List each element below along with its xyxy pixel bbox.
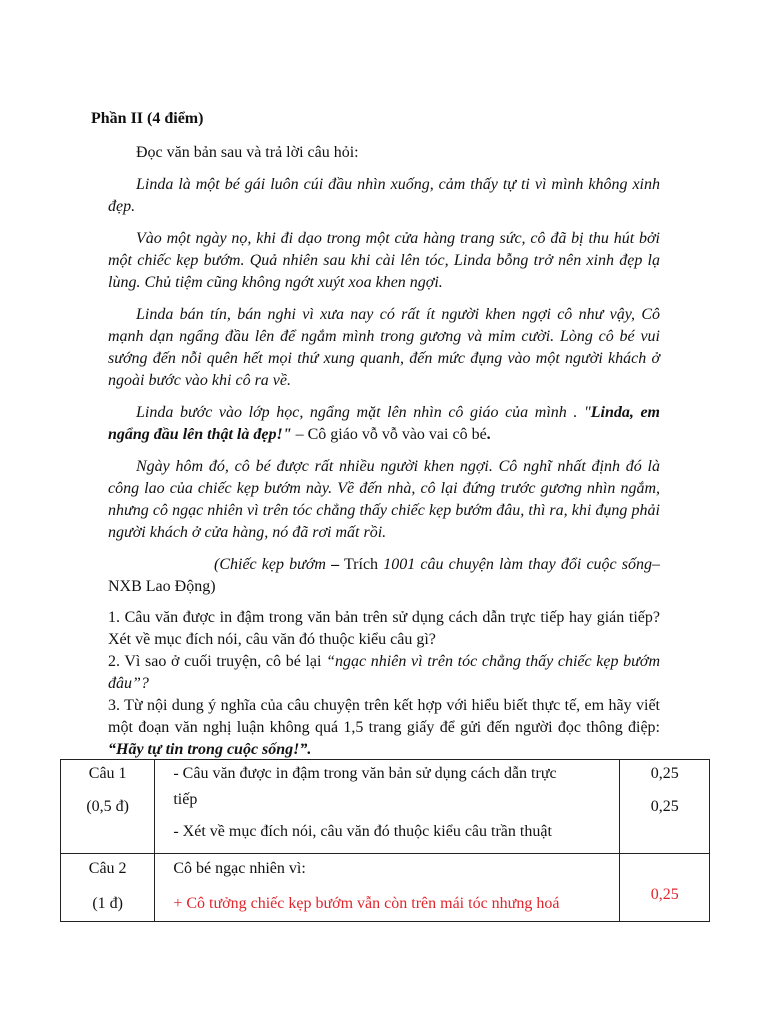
answer-line: Cô bé ngạc nhiên vì: — [173, 860, 306, 877]
answer-score: 0,25 — [650, 798, 679, 815]
source-open: (Chiếc kẹp bướm — [214, 556, 332, 573]
question-3-quote: “Hãy tự tin trong cuộc sống!”. — [108, 741, 312, 758]
answer-label: Câu 1 — [88, 765, 127, 782]
answer-score-cell — [620, 854, 710, 922]
passage-paragraph-4 — [108, 402, 660, 446]
source-citation — [108, 554, 660, 598]
passage-paragraph-3: Linda bán tín, bán nghi vì xưa nay có rất ít người khen ngợi cô như vậy, Cô mạnh dạn ngẩng đầu lên để ngắm mình trong gương và mỉm cười. Lòng cô bé vui sướng đến nỗi quên hết mọi thứ xung quanh, đến mức đụng vào một người khách ở ngoài bước vào khi cô ra về. — [108, 306, 660, 389]
answer-score: 0,25 — [650, 765, 679, 782]
answer-line: + Cô tưởng chiếc kẹp bướm vẫn còn trên mái tóc nhưng hoá — [173, 895, 560, 912]
answer-table — [60, 759, 710, 922]
answer-line: - Câu văn được in đậm trong văn bản sử dụng cách dẫn trực — [173, 765, 557, 782]
answer-label: Câu 2 — [88, 860, 127, 877]
section-heading: Phần II (4 điểm) — [91, 110, 204, 127]
question-2 — [108, 651, 660, 695]
bold-quote: Linda, em ngẩng đầu lên thật là đẹp!" — [108, 404, 660, 443]
answer-line: tiếp — [173, 791, 198, 808]
source-trich: Trích — [339, 556, 384, 573]
answer-points: (1 đ) — [92, 895, 123, 912]
passage-p4-end: . — [486, 426, 491, 443]
answer-points: (0,5 đ) — [86, 798, 129, 815]
question-2-text: 2. Vì sao ở cuối truyện, cô bé lại — [108, 653, 327, 670]
question-3-text: 3. Từ nội dung ý nghĩa của câu chuyện trên kết hợp với hiểu biết thực tế, em hãy viết một đoạn văn nghị luận không quá 1,5 trang giấy để gửi đến người đọc thông điệp: — [108, 697, 660, 736]
source-book: 1001 câu chuyện làm thay đổi cuộc sống — [383, 556, 653, 573]
answer-label-cell — [61, 854, 155, 922]
question-1: 1. Câu văn được in đậm trong văn bản trên sử dụng cách dẫn trực tiếp hay gián tiếp? Xét về mục đích nói, câu văn đó thuộc kiểu câu gì? — [108, 609, 660, 648]
passage-paragraph-1: Linda là một bé gái luôn cúi đầu nhìn xuống, cảm thấy tự ti vì mình không xinh đẹp. — [108, 176, 660, 215]
answer-label-cell — [61, 760, 155, 854]
source-dash: – — [331, 556, 340, 573]
answer-row — [61, 760, 710, 854]
passage-paragraph-5: Ngày hôm đó, cô bé được rất nhiều người khen ngợi. Cô nghĩ nhất định đó là công lao của chiếc kẹp bướm này. Về đến nhà, cô lại đứng trước gương nhìn ngắm, nhưng cô ngạc nhiên vì trên tóc chẳng thấy chiếc kẹp bướm đâu, thì ra, khi đụng phải người khách ở cửa hàng, nó đã rơi mất rồi. — [108, 458, 660, 541]
passage-paragraph-2: Vào một ngày nọ, khi đi dạo trong một cửa hàng trang sức, cô đã bị thu hút bởi một chiếc kẹp bướm. Quả nhiên sau khi cài lên tóc, Linda bỗng trở nên xinh đẹp lạ lùng. Chủ tiệm cũng không ngớt xuýt xoa khen ngợi. — [108, 230, 660, 291]
passage-p4-start: Linda bước vào lớp học, ngẩng mặt lên nhìn cô giáo của mình . " — [136, 404, 591, 421]
source-publisher: – NXB Lao Động) — [108, 556, 661, 595]
passage-p4-tail: – Cô giáo vỗ vỗ vào vai cô bé — [291, 426, 487, 443]
answer-content-cell — [155, 854, 620, 922]
answer-content-cell — [155, 760, 620, 854]
question-2-quote: “ngạc nhiên vì trên tóc chẳng thấy chiếc kẹp bướm đâu”? — [108, 653, 660, 692]
answer-score-cell — [620, 760, 710, 854]
answer-score: 0,25 — [650, 886, 679, 903]
question-3 — [108, 695, 660, 761]
instruction: Đọc văn bản sau và trả lời câu hỏi: — [136, 144, 359, 161]
answer-row — [61, 854, 710, 922]
answer-line: - Xét về mục đích nói, câu văn đó thuộc kiểu câu trần thuật — [173, 823, 552, 840]
